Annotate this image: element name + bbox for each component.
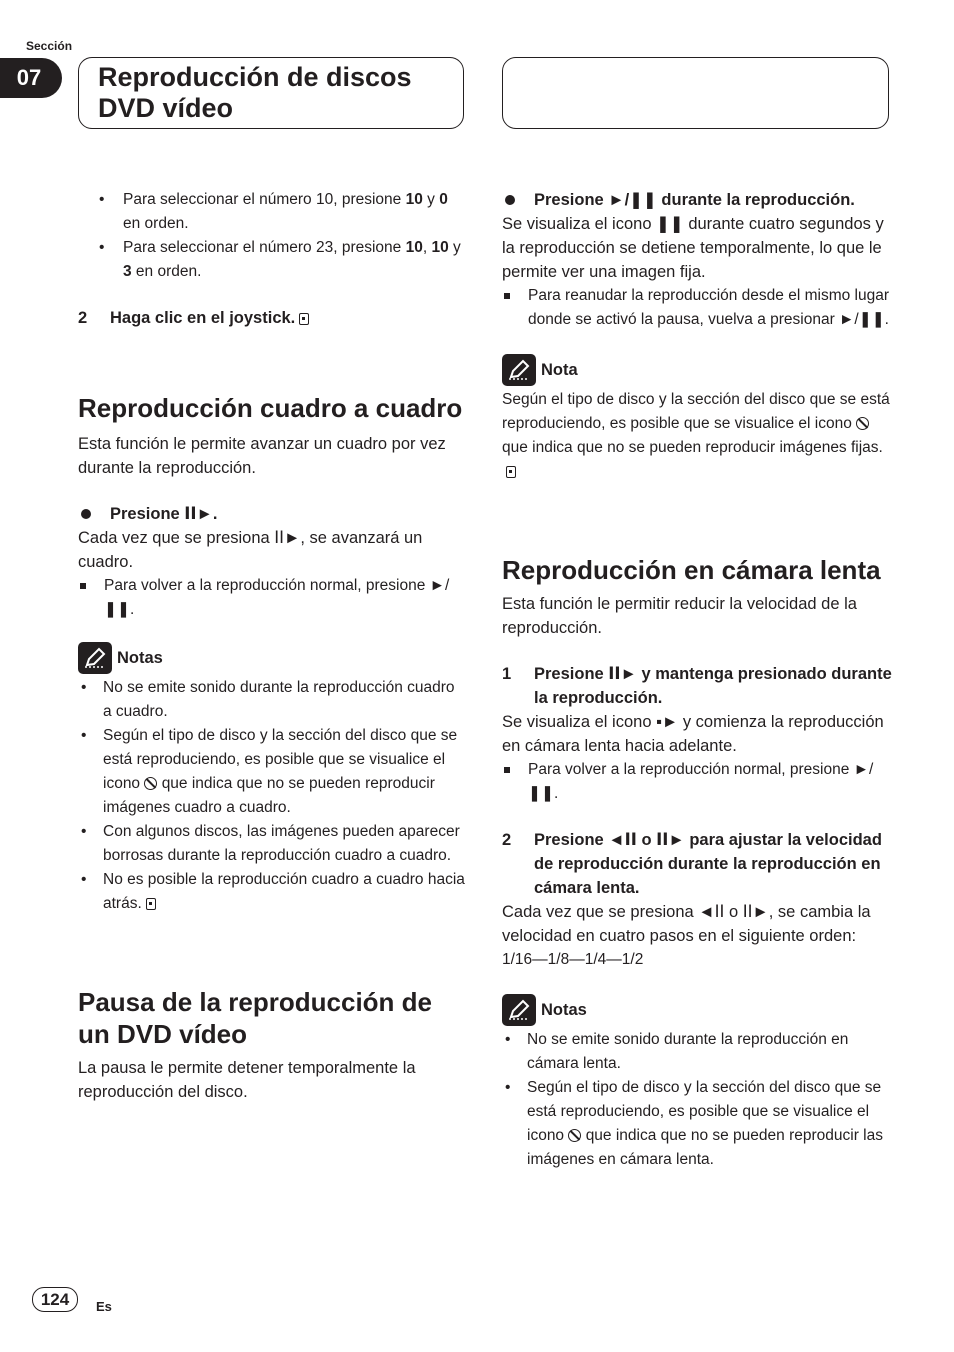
step-2-joystick: 2 Haga clic en el joystick. — [78, 306, 466, 330]
left-column — [78, 188, 466, 1104]
section-label: Sección — [26, 39, 73, 53]
slow-step-1: 1 Presione ⅠⅠ► y mantenga presionado durante la reproducción. — [502, 665, 892, 707]
pencil-icon — [78, 642, 112, 674]
pencil-icon — [502, 354, 536, 386]
header-blank-box — [502, 57, 889, 129]
slow-step1-sub: Para volver a la reproducción normal, presione ►/❚❚. — [502, 758, 892, 806]
list-item: • Para seleccionar el número 10, presione 10 y 0 en orden. — [78, 188, 466, 236]
frame-notes-list — [78, 676, 466, 916]
right-column — [502, 188, 892, 1172]
section-number-badge: 07 — [0, 58, 62, 98]
language-code: Es — [96, 1299, 112, 1314]
chapter-title-line2: DVD vídeo — [98, 93, 234, 123]
notes-label: Notas — [541, 1001, 587, 1019]
pause-action: Presione ►/❚❚ durante la reproducción. — [502, 188, 892, 212]
slow-step2-desc: Cada vez que se presiona ◄ⅠⅠ o ⅠⅠ►, se cambia la velocidad en cuatro pasos en el siguiente orden: — [502, 903, 871, 945]
frame-intro: Esta función le permite avanzar un cuadro por vez durante la reproducción. — [78, 435, 446, 477]
pencil-icon — [502, 994, 536, 1026]
prohibited-icon — [144, 777, 157, 790]
frame-sub: Para volver a la reproducción normal, presione ►/❚❚. — [78, 574, 466, 622]
slow-step1-desc: Se visualiza el icono ▪► y comienza la reproducción en cámara lenta hacia adelante. — [502, 713, 884, 755]
heading-frame-by-frame: Reproducción cuadro a cuadro — [78, 393, 463, 423]
prohibited-icon — [568, 1129, 581, 1142]
pause-sub: Para reanudar la reproducción desde el mismo lugar donde se activó la pausa, vuelva a presionar ►/❚❚. — [502, 284, 892, 332]
list-item: • Según el tipo de disco y la sección del disco que se está reproduciendo, es posible que se visualice el icono que indica que no se pueden reproducir las imágenes en cámara lenta. — [502, 1076, 892, 1172]
pause-desc: Se visualiza el icono ❚❚ durante cuatro segundos y la reproducción se detiene temporalmente, lo que le permite ver una imagen fija. — [502, 215, 884, 281]
notes-header — [78, 642, 466, 674]
chapter-title-box — [78, 57, 464, 129]
chapter-title-line1: Reproducción de discos — [98, 62, 412, 92]
speed-sequence: 1/16—1/8—1/4—1/2 — [502, 951, 644, 968]
page-number: 124 — [32, 1287, 78, 1312]
slow-intro: Esta función le permitir reducir la velocidad de la reproducción. — [502, 595, 857, 637]
list-item: • Con algunos discos, las imágenes pueden aparecer borrosas durante la reproducción cuadro a cuadro. — [78, 820, 466, 868]
slow-notes-list — [502, 1028, 892, 1172]
frame-desc: Cada vez que se presiona ⅠⅠ►, se avanzará un cuadro. — [78, 529, 423, 571]
slow-step-2: 2 Presione ◄ⅠⅠ o ⅠⅠ► para ajustar la velocidad de reproducción durante la reproducción en cámara lenta. — [502, 831, 882, 897]
nota-label: Nota — [541, 361, 578, 379]
heading-slow-motion: Reproducción en cámara lenta — [502, 555, 881, 585]
list-item: • No se emite sonido durante la reproducción cuadro a cuadro. — [78, 676, 466, 724]
number-select-bullets — [78, 188, 466, 284]
prohibited-icon — [856, 417, 869, 430]
nota-text: Según el tipo de disco y la sección del disco que se está reproduciendo, es posible que se visualice el icono que indica que no se pueden reproducir imágenes fijas. — [502, 388, 892, 484]
list-item: • No se emite sonido durante la reproducción en cámara lenta. — [502, 1028, 892, 1076]
heading-pause: Pausa de la reproducción de un DVD vídeo — [78, 987, 432, 1049]
end-mark-icon — [506, 466, 516, 478]
list-item: • Para seleccionar el número 23, presione 10, 10 y 3 en orden. — [78, 236, 466, 284]
frame-action: Presione ⅠⅠ►. — [78, 502, 466, 526]
list-item: • Según el tipo de disco y la sección del disco que se está reproduciendo, es posible que se visualice el icono que indica que no se pueden reproducir imágenes cuadro a cuadro. — [78, 724, 466, 820]
list-item: • No es posible la reproducción cuadro a cuadro hacia atrás. — [78, 868, 466, 916]
notes-header-slow — [502, 994, 892, 1026]
pause-intro: La pausa le permite detener temporalmente la reproducción del disco. — [78, 1059, 416, 1101]
nota-header — [502, 354, 892, 386]
end-mark-icon — [299, 313, 309, 325]
notes-label: Notas — [117, 649, 163, 667]
end-mark-icon — [146, 898, 156, 910]
